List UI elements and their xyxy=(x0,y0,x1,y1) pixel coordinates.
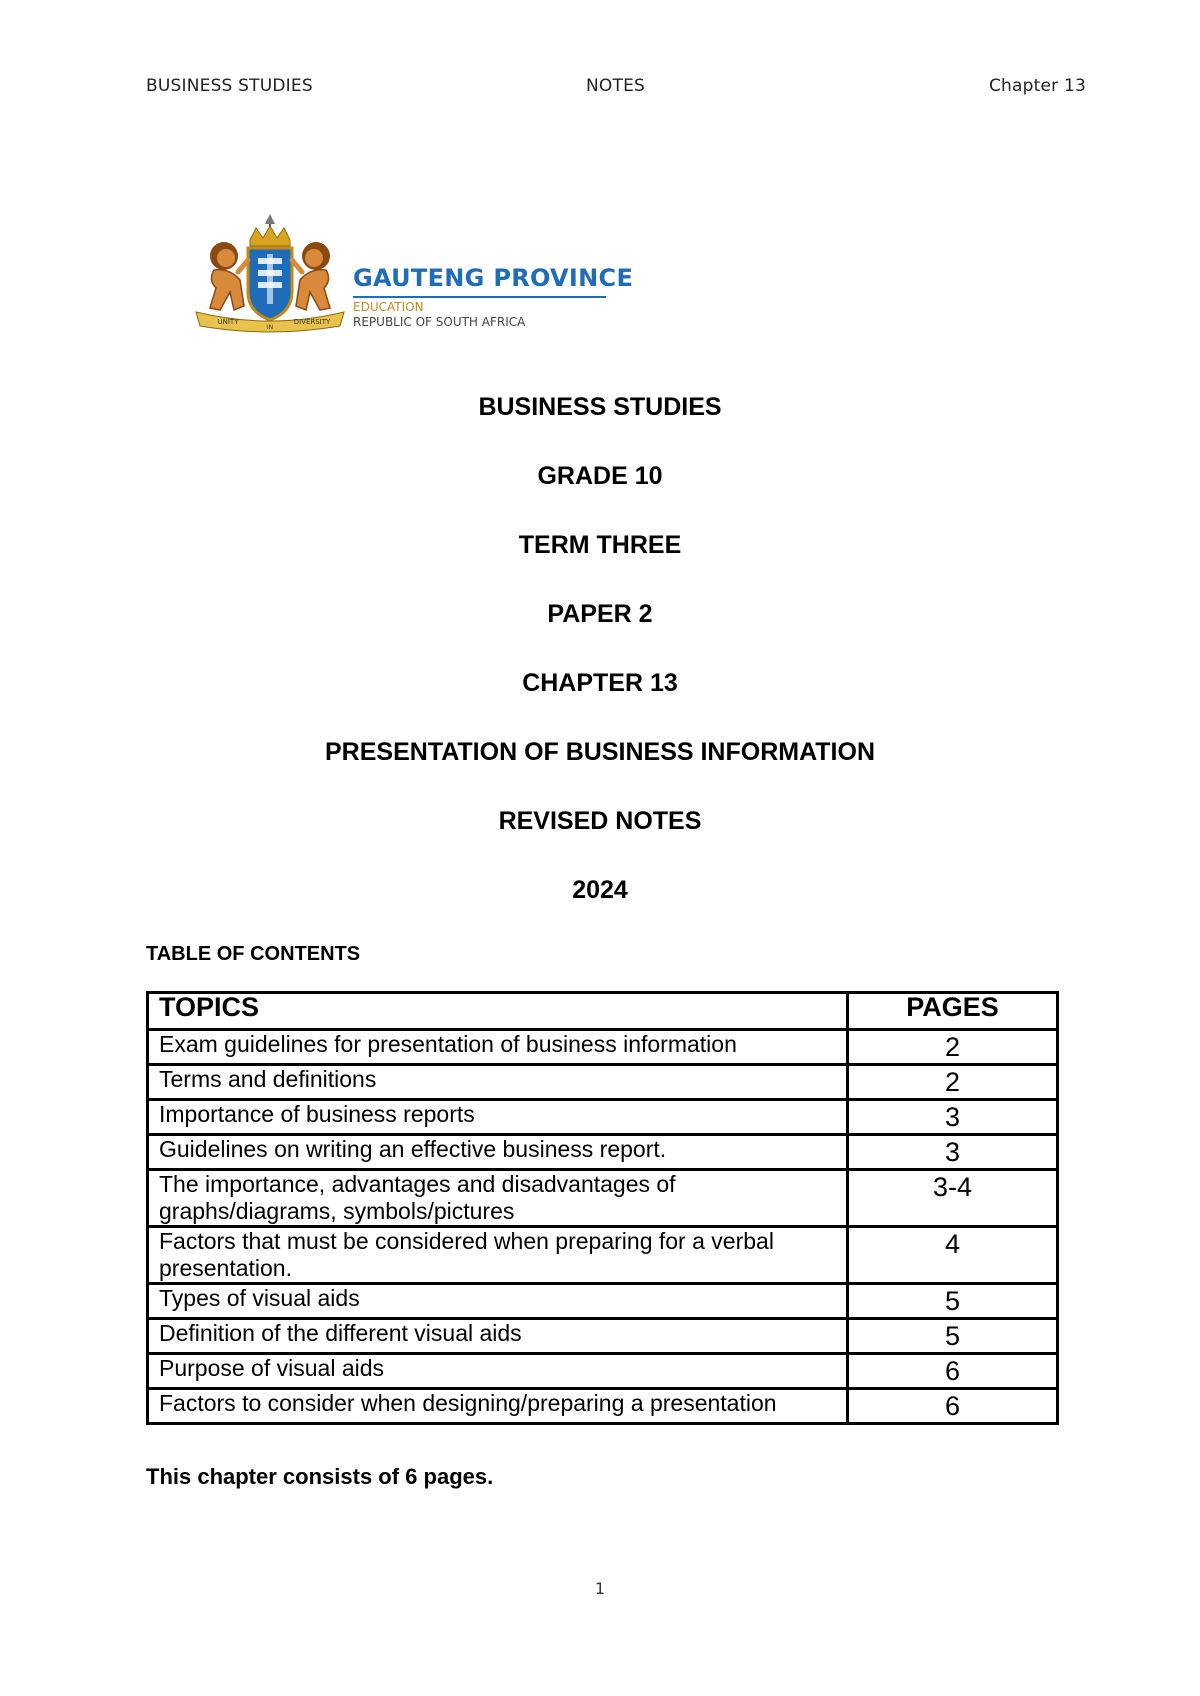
toc-col-pages: PAGES xyxy=(848,993,1058,1030)
title-revised: REVISED NOTES xyxy=(498,807,702,835)
title-chapter: CHAPTER 13 xyxy=(522,669,678,697)
toc-page: 3 xyxy=(848,1100,1058,1135)
title-paper: PAPER 2 xyxy=(547,600,653,628)
header-notes: NOTES xyxy=(586,76,646,96)
toc-topic: The importance, advantages and disadvantages of graphs/diagrams, symbols/pictures xyxy=(148,1170,848,1227)
toc-topic: Factors to consider when designing/preparing a presentation xyxy=(148,1389,848,1424)
toc-topic: Exam guidelines for presentation of business information xyxy=(148,1030,848,1065)
logo-title: GAUTENG PROVINCE xyxy=(353,264,634,292)
toc-topic: Guidelines on writing an effective business report. xyxy=(148,1135,848,1170)
toc-col-topics: TOPICS xyxy=(148,993,848,1030)
table-row xyxy=(148,1319,1058,1354)
toc-page: 6 xyxy=(848,1354,1058,1389)
toc-table xyxy=(146,991,1059,1425)
table-row xyxy=(148,1389,1058,1424)
toc-page: 4 xyxy=(848,1227,1058,1284)
toc-topic: Definition of the different visual aids xyxy=(148,1319,848,1354)
title-year: 2024 xyxy=(572,876,628,904)
gauteng-logo xyxy=(190,214,634,338)
logo-underline xyxy=(353,296,606,298)
logo-education: EDUCATION xyxy=(353,300,424,314)
coat-of-arms-icon xyxy=(190,214,350,338)
table-row xyxy=(148,1227,1058,1284)
toc-page: 3-4 xyxy=(848,1170,1058,1227)
toc-topic: Factors that must be considered when preparing for a verbal presentation. xyxy=(148,1227,848,1284)
toc-page: 5 xyxy=(848,1284,1058,1319)
motto-right: DIVERSITY xyxy=(293,318,331,326)
title-term: TERM THREE xyxy=(518,531,682,559)
toc-page: 6 xyxy=(848,1389,1058,1424)
toc-page: 2 xyxy=(848,1030,1058,1065)
toc-topic: Importance of business reports xyxy=(148,1100,848,1135)
title-topic: PRESENTATION OF BUSINESS INFORMATION xyxy=(324,738,875,766)
table-row xyxy=(148,1284,1058,1319)
motto-left: UNITY xyxy=(217,318,239,326)
title-grade: GRADE 10 xyxy=(537,462,663,490)
chapter-page-count-note: This chapter consists of 6 pages. xyxy=(146,1464,494,1489)
toc-topic: Types of visual aids xyxy=(148,1284,848,1319)
toc-page: 2 xyxy=(848,1065,1058,1100)
logo-republic: REPUBLIC OF SOUTH AFRICA xyxy=(353,315,526,329)
title-subject: BUSINESS STUDIES xyxy=(478,393,722,421)
table-row xyxy=(148,1065,1058,1100)
header-chapter: Chapter 13 xyxy=(988,76,1086,96)
toc-heading: TABLE OF CONTENTS xyxy=(146,943,361,965)
table-row xyxy=(148,1135,1058,1170)
toc-page: 5 xyxy=(848,1319,1058,1354)
table-row xyxy=(148,1354,1058,1389)
header-subject: BUSINESS STUDIES xyxy=(146,76,313,96)
table-row xyxy=(148,1170,1058,1227)
toc-topic: Purpose of visual aids xyxy=(148,1354,848,1389)
table-row xyxy=(148,1100,1058,1135)
table-row xyxy=(148,1030,1058,1065)
toc-topic: Terms and definitions xyxy=(148,1065,848,1100)
toc-header-row xyxy=(148,993,1058,1030)
page-number: 1 xyxy=(594,1579,606,1598)
toc-page: 3 xyxy=(848,1135,1058,1170)
motto-center: IN xyxy=(266,324,274,331)
